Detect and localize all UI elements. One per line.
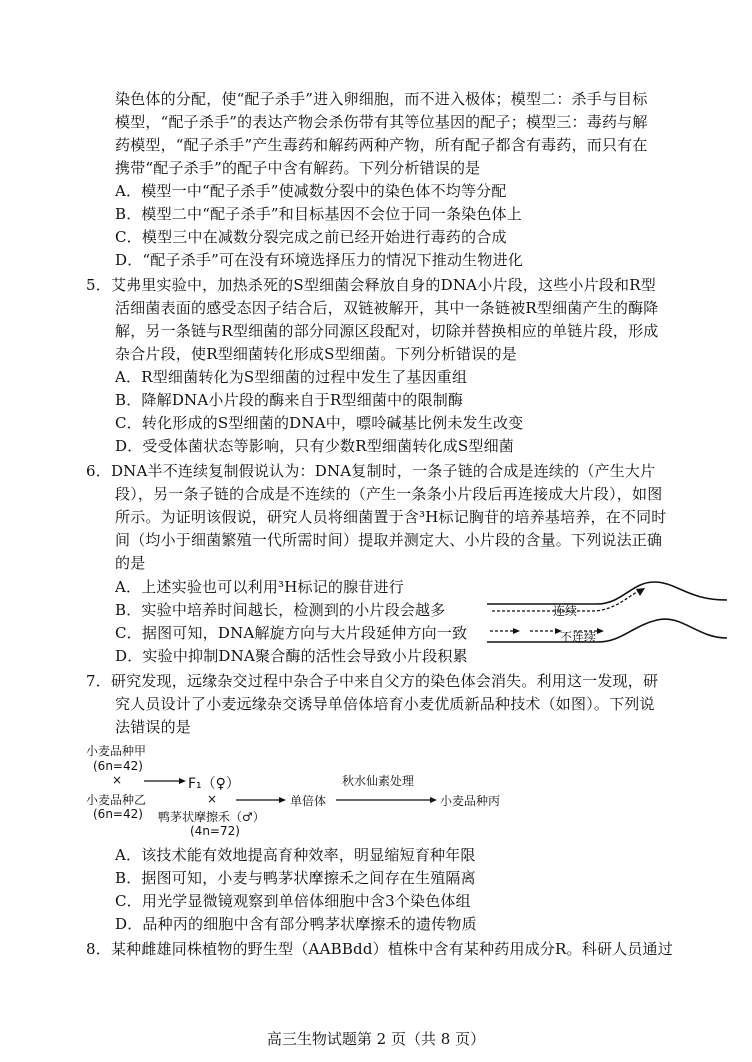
text-line: 携带“配子杀手”的配子中含有解药。下列分析错误的是 <box>115 159 481 177</box>
text-line: B．模型二中“配子杀手”和目标基因不会位于同一条染色体上 <box>115 205 522 223</box>
text-line: 所示。为证明该假说，研究人员将细菌置于含³H标记胸苷的培养基培养，在不同时 <box>115 508 667 526</box>
text-line: B．降解DNA小片段的酶来自于R型细菌中的限制酶 <box>115 391 464 409</box>
text-line: 药模型，“配子杀手”产生毒药和解药两种产物，所有配子都含有毒药，而只有在 <box>115 136 648 154</box>
label-continuous: 连续 <box>553 604 578 618</box>
text-line: A．模型一中“配子杀手”使减数分裂中的染色体不均等分配 <box>115 182 507 200</box>
text-line: 6．DNA半不连续复制假说认为：DNA复制时，一条子链的合成是连续的（产生大片 <box>86 462 656 480</box>
text-line: C．用光学显微镜观察到单倍体细胞中含3个染色体组 <box>115 892 471 910</box>
template-strand-bottom <box>487 619 727 642</box>
f1-label: F₁（♀） <box>188 776 240 792</box>
text-line: D．受受体菌状态等影响，只有少数R型细菌转化成S型细菌 <box>115 437 514 455</box>
text-line: B．实验中培养时间越长，检测到的小片段会越多 <box>115 601 446 619</box>
haploid-label: 单倍体 <box>290 794 327 808</box>
label-discontinuous: 不连续 <box>560 630 597 644</box>
text-line: B．据图可知，小麦与鸭茅状摩擦禾之间存在生殖隔离 <box>115 869 476 887</box>
text-line: 的是 <box>115 554 146 572</box>
grass-label: 鸭茅状摩擦禾（♂） <box>158 810 265 824</box>
page-footer: 高三生物试题第 2 页（共 8 页） <box>266 1030 486 1048</box>
wheat-b-ploidy: (6n=42) <box>93 807 143 821</box>
text-line: A．该技术能有效地提高育种效率，明显缩短育种年限 <box>115 846 476 864</box>
wheat-b-label: 小麦品种乙 <box>86 793 147 807</box>
text-line: 段），另一条子链的合成是不连续的（产生一条条小片段后再连接成大片段），如图 <box>115 485 663 503</box>
text-line: C．转化形成的S型细菌的DNA中，嘌呤碱基比例未发生改变 <box>115 414 524 432</box>
text-line: 杂合片段，使R型细菌转化形成S型细菌。下列分析错误的是 <box>115 345 517 363</box>
grass-ploidy: (4n=72) <box>190 824 240 838</box>
text-line: 法错误的是 <box>115 718 192 736</box>
template-strand-top <box>487 582 727 604</box>
treatment-label: 秋水仙素处理 <box>342 774 415 788</box>
text-line: 活细菌表面的感受态因子结合后，双链被解开，其中一条链被R型细菌产生的酶降 <box>115 299 659 317</box>
text-line: 解，另一条链与R型细菌的部分同源区段配对，切除并替换相应的单链片段，形成 <box>115 322 659 340</box>
text-line: 5．艾弗里实验中，加热杀死的S型细菌会释放自身的DNA小片段，这些小片段和R型 <box>86 276 656 294</box>
text-line: D．“配子杀手”可在没有环境选择压力的情况下推动生物进化 <box>115 251 523 269</box>
dna-replication-diagram <box>482 576 732 656</box>
text-line: 7．研究发现，远缘杂交过程中杂合子中来自父方的染色体会消失。利用这一发现，研 <box>86 672 659 690</box>
text-line: 间（均小于细菌繁殖一代所需时间）提取并测定大、小片段的含量。下列说法正确 <box>115 531 663 549</box>
wheat-c-label: 小麦品种丙 <box>440 794 501 808</box>
text-line: D．实验中抑制DNA聚合酶的活性会导致小片段积累 <box>115 647 468 665</box>
text-line: A．R型细菌转化为S型细菌的过程中发生了基因重组 <box>115 368 468 386</box>
cross-symbol-2: × <box>207 792 218 806</box>
text-line: C．据图可知，DNA解旋方向与大片段延伸方向一致 <box>115 624 468 642</box>
text-line: 模型，“配子杀手”的表达产物会杀伤带有其等位基因的配子；模型三：毒药与解 <box>115 113 648 131</box>
text-line: 究人员设计了小麦远缘杂交诱导单倍体培育小麦优质新品种技术（如图）。下列说 <box>115 695 655 713</box>
cross-symbol-1: × <box>112 773 123 787</box>
text-line: C．模型三中在减数分裂完成之前已经开始进行毒药的合成 <box>115 228 507 246</box>
text-line: D．品种丙的细胞中含有部分鸭茅状摩擦禾的遗传物质 <box>115 915 477 933</box>
leading-arrow-head <box>636 588 645 596</box>
wheat-a-ploidy: (6n=42) <box>93 759 143 773</box>
text-line: A．上述实验也可以利用³H标记的腺苷进行 <box>115 578 404 596</box>
text-line: 8．某种雌雄同株植物的野生型（AABBdd）植株中含有某种药用成分R。科研人员通过 <box>86 940 673 958</box>
wheat-a-label: 小麦品种甲 <box>86 744 147 758</box>
text-line: 染色体的分配，使“配子杀手”进入卵细胞，而不进入极体；模型二：杀手与目标 <box>115 90 648 108</box>
breeding-arrows <box>140 770 440 810</box>
